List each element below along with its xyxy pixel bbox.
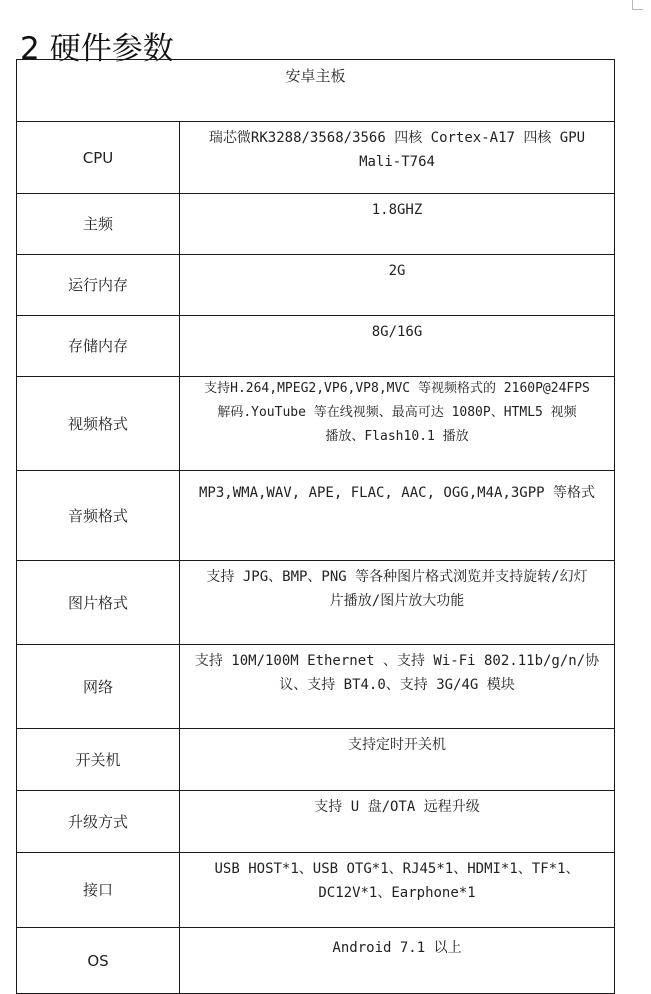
row-value (180, 471, 615, 561)
row-label: 视频格式 (17, 377, 180, 471)
table-row (17, 194, 615, 255)
value-line: 支持定时开关机 (348, 737, 446, 753)
value-line: USB HOST*1、USB OTG*1、RJ45*1、HDMI*1、TF*1、 (214, 861, 580, 877)
value-line: 2G (388, 263, 406, 279)
value-line: 支持 U 盘/OTA 远程升级 (314, 799, 480, 815)
row-value (180, 791, 615, 853)
table-title-row (17, 60, 615, 122)
row-value (180, 377, 615, 471)
value-line: 播放、Flash10.1 播放 (325, 429, 469, 444)
value-line: 支持 JPG、BMP、PNG 等各种图片格式浏览并支持旋转/幻灯 (206, 569, 588, 585)
row-label: 主频 (17, 194, 180, 255)
row-value (180, 255, 615, 316)
table-row (17, 928, 615, 994)
value-line: Android 7.1 以上 (332, 940, 462, 956)
row-label: 图片格式 (17, 561, 180, 645)
spec-table (16, 59, 615, 994)
value-line: 8G/16G (371, 324, 423, 340)
value-line: 瑞芯微RK3288/3568/3566 四核 Cortex-A17 四核 GPU (208, 130, 586, 146)
row-label: 网络 (17, 645, 180, 729)
row-value (180, 561, 615, 645)
row-value (180, 645, 615, 729)
row-label: 运行内存 (17, 255, 180, 316)
table-row (17, 853, 615, 928)
row-label: CPU (17, 122, 180, 194)
row-label: OS (17, 928, 180, 994)
value-line: 支持H.264,MPEG2,VP6,VP8,MVC 等视频格式的 2160P@24FPS (204, 381, 590, 396)
value-line: 1.8GHZ (371, 202, 423, 218)
section-title: 硬件参数 (49, 30, 174, 67)
row-value (180, 853, 615, 928)
row-value (180, 729, 615, 791)
table-row (17, 471, 615, 561)
value-line: 解码.YouTube 等在线视频、最高可达 1080P、HTML5 视频 (217, 405, 577, 420)
value-line: 议、支持 BT4.0、支持 3G/4G 模块 (279, 677, 515, 693)
table-row (17, 377, 615, 471)
value-line: Mali-T764 (359, 154, 435, 170)
row-label: 升级方式 (17, 791, 180, 853)
row-value (180, 316, 615, 377)
table-row (17, 561, 615, 645)
row-label: 存储内存 (17, 316, 180, 377)
table-row (17, 122, 615, 194)
table-row (17, 316, 615, 377)
value-line: MP3,WMA,WAV, APE, FLAC, AAC, OGG,M4A,3GPP 等格式 (199, 485, 596, 501)
section-number: 2 (20, 30, 40, 67)
value-line: 支持 10M/100M Ethernet 、支持 Wi-Fi 802.11b/g/n/协 (194, 653, 600, 669)
row-value (180, 122, 615, 194)
page-corner-mark (632, 0, 643, 10)
table-title: 安卓主板 (17, 60, 615, 122)
row-label: 音频格式 (17, 471, 180, 561)
table-row (17, 645, 615, 729)
table-row (17, 255, 615, 316)
row-label: 接口 (17, 853, 180, 928)
row-value (180, 194, 615, 255)
table-row (17, 729, 615, 791)
value-line: DC12V*1、Earphone*1 (318, 885, 476, 901)
table-row (17, 791, 615, 853)
row-label: 开关机 (17, 729, 180, 791)
row-value (180, 928, 615, 994)
value-line: 片播放/图片放大功能 (329, 593, 465, 609)
